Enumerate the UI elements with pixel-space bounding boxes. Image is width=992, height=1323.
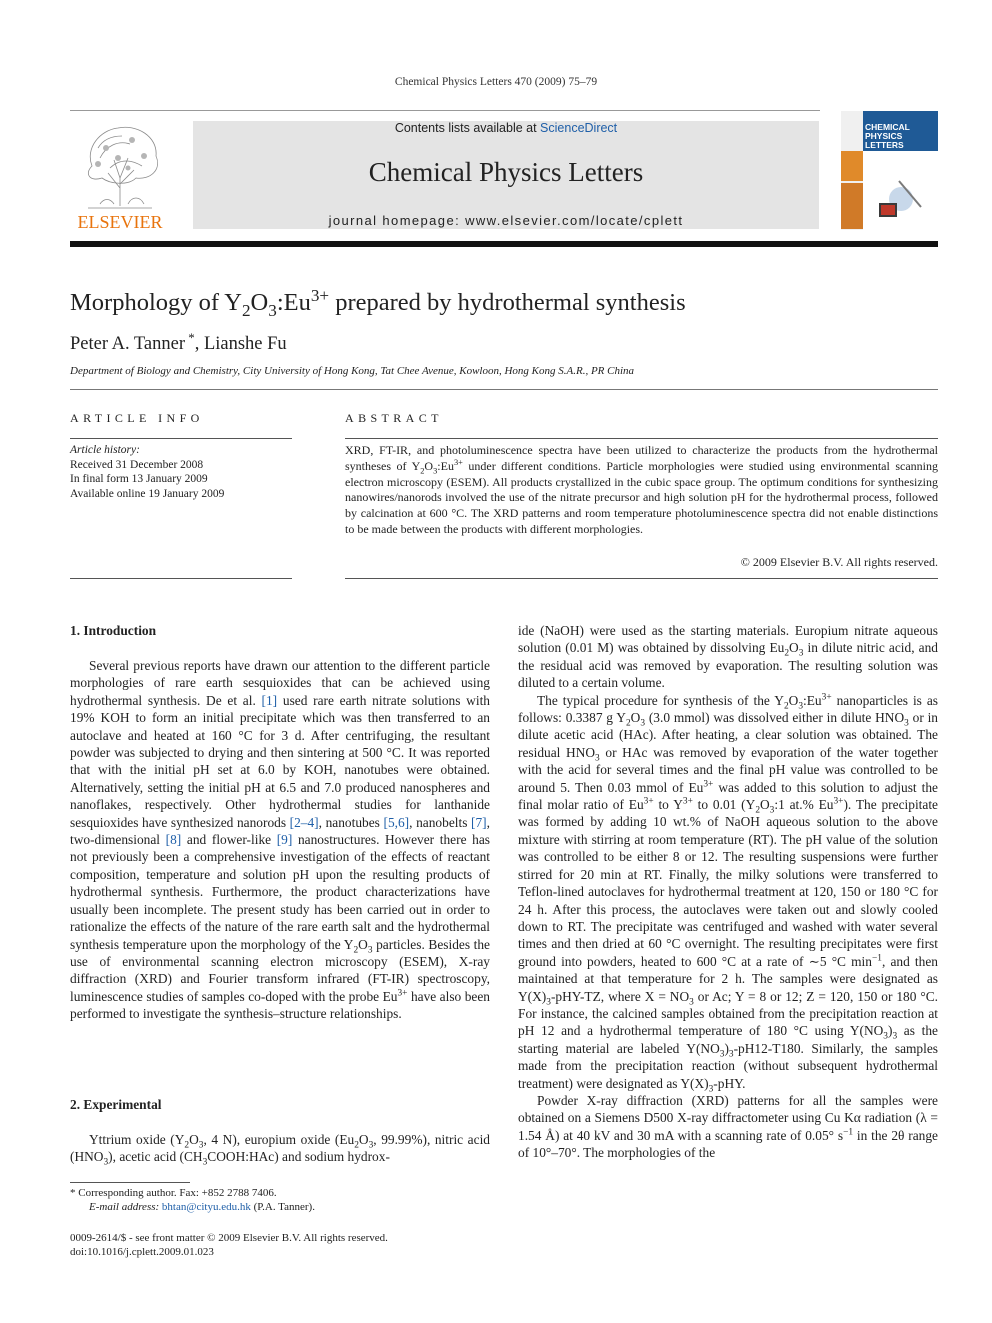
footnote-rule	[70, 1182, 190, 1183]
article-info-heading: ARTICLE INFO	[70, 411, 204, 425]
journal-cover	[841, 111, 938, 230]
issn-line: 0009-2614/$ - see front matter © 2009 Elsevier B.V. All rights reserved.	[70, 1232, 388, 1244]
divider	[70, 389, 938, 390]
divider	[70, 438, 292, 439]
journal-title: Chemical Physics Letters	[368, 157, 644, 187]
experimental-text-continued: ide (NaOH) were used as the starting materials. Europium nitrate aqueous solution (0.01 M) was obtained by dissolving $Eu_2O_3$ in dilute nitric acid, and the residual acid was removed by evaporation. The resulting solution was diluted to a certain volume. The typical procedure for synthesis of the $Y_2O_3:Eu^{3+}$ nanoparticles is as follows: 0.3387 g $Y_2O_3$ (3.0 mmol) was dissolved either in dilute $HNO_3$ or in dilute acetic acid (HAc). After heating, a clear solution was obtained. The residual $HNO_3$ or HAc was removed by evaporation of the water together with the acid for several times and the final pH value was controlled to be around 5. Then 0.03 mmol of $Eu^{3+}$ was added to this solution to adjust the final molar ratio of $Eu^{3+}$ to $Y^{3+}$ to 0.01 ($Y_2O_3:1$ at.% $Eu^{3+}$). The precipitate was formed by adding 10 wt.% of NaOH aqueous solution to the above mixture with stirring at room temperature (RT). The pH value of the solution was controlled to be either 8 or 12. The resulting suspensions were further stirred for 20 min at RT. Finally, the milky solutions were transferred to Teflon-lined autoclaves for hydrothermal treatment at 120, 150 or 180 °C for 24 h. After this process, the autoclaves were taken out and slowly cooled down to RT. The precipitate was centrifuged and washed with water several times and then dried at 60 °C overnight. The resulting precipitates were first ground into powders, heated to 600 °C at a rate of ∼5 °C $\min^{-1}$, and then maintained at that temperature for 2 h. The samples were designated as $Y(X)_3-pHY-TZ$, where $X = NO_3$ or Ac; Y = 8 or 12; Z = 120, 150 or 180 °C. For instance, the calcined samples obtained from the precipitation reaction at pH 12 and a hydrothermal temperature of 180 °C using $Y(NO_3)_3$ as the starting material are labeled $Y(NO_3)_3-pH12-T180$. Similarly, the samples made from the precipitation reaction (without subsequent hydrothermal treatment) were designated as $Y(X)_3$-pHY. Powder X-ray diffraction (XRD) patterns for all the samples were obtained on a Siemens D500 X-ray diffractometer using Cu Kα radiation (λ = 1.54 Å) at 40 kV and 30 mA with a scanning rate of 0.05° $s^{-1}$ in the 2θ range of 10°–70°. The morphologies of the	[518, 623, 939, 1161]
author-list: Peter A. Tanner *, Lianshe Fu	[70, 329, 287, 354]
header-rule	[70, 110, 820, 111]
elsevier-tree-icon	[70, 118, 170, 230]
copyright: © 2009 Elsevier B.V. All rights reserved.	[740, 555, 938, 569]
section-heading-experimental: 2. Experimental	[70, 1097, 162, 1112]
divider	[345, 578, 938, 579]
doi-line[interactable]: doi:10.1016/j.cplett.2009.01.023	[70, 1246, 214, 1258]
article-history	[70, 443, 292, 501]
contents-prefix: Contents lists available at	[394, 121, 541, 135]
author-name[interactable]: Peter A. Tanner	[70, 334, 185, 354]
email-label: E-mail address:	[89, 1201, 162, 1213]
cover-title-line: CHEMICAL	[865, 122, 910, 132]
citation-link[interactable]: [7]	[471, 814, 487, 830]
author-name[interactable]: Lianshe Fu	[203, 334, 287, 354]
cover-title	[865, 123, 935, 150]
journal-homepage[interactable]: journal homepage: www.elsevier.com/locate/cplett	[328, 213, 684, 228]
received-date: Received 31 December 2008	[70, 458, 204, 471]
citation-link[interactable]: [8]	[165, 832, 182, 848]
online-date: Available online 19 January 2009	[70, 487, 225, 500]
abstract-text: XRD, FT-IR, and photoluminescence spectra have been utilized to characterize the products from the hydrothermal syntheses of $Y_2O_3:Eu^{3+}$ under different conditions. Particle morphologies were studied using environmental scanning electron microscopy (ESEM). All products crystallized in the cubic space group. The optimum conditions for synthesizing nanowires/nanorods involved the use of the nitrate precursor and high solution pH for the hydrothermal process, followed by calcination at 600 °C. The XRD patterns and room temperature photoluminescence spectra did not enable distinctions to be made between the products with different morphologies.	[345, 443, 938, 536]
elsevier-logo	[70, 118, 170, 230]
citation-link[interactable]: [9]	[276, 832, 293, 848]
corresponding-mark[interactable]: *	[184, 329, 195, 345]
cover-title-line: PHYSICS	[865, 131, 903, 141]
cover-title-line: LETTERS	[865, 140, 904, 150]
citation-link[interactable]: [1]	[261, 692, 278, 708]
citation-link[interactable]: [5,6]	[383, 814, 410, 830]
history-label: Article history:	[70, 444, 140, 456]
article-title: Morphology of $Y_2O_3:Eu^{3+}$ prepared by hydrothermal synthesis	[70, 285, 686, 320]
email-link[interactable]: bhtan@cityu.edu.hk	[161, 1201, 251, 1213]
sciencedirect-link[interactable]: ScienceDirect	[540, 121, 618, 135]
abstract-heading: ABSTRACT	[345, 411, 443, 425]
section-heading-introduction: 1. Introduction	[70, 623, 157, 638]
divider	[345, 438, 938, 439]
divider	[70, 578, 292, 579]
footnote: * Corresponding author. Fax: +852 2788 7406. E-mail address: bhtan@cityu.edu.hk (P.A. Tanner).	[70, 1186, 490, 1214]
header-thick-rule	[70, 241, 938, 247]
citation-link[interactable]: [2–4]	[289, 814, 319, 830]
journal-citation: Chemical Physics Letters 470 (2009) 75–79	[394, 76, 598, 88]
final-form-date: In final form 13 January 2009	[70, 473, 208, 485]
introduction-text: Several previous reports have drawn our attention to the different particle morphologies of rare earth sesquioxides that can be achieved using hydrothermal synthesis. De et al. [1] used rare earth nitrate solutions with 19% KOH to form an initial precipitate which was then transferred to an autoclave and heated at 160 °C for 3 d. After centrifuging, the resultant powder was subjected to drying and then sintering at 500 °C. It was reported that with the initial pH set at 6.0 by KOH, nanotubes were obtained. Alternatively, setting the initial pH at 6.5 and 7.0 produced nanospheres and nanoflakes, respectively. Other hydrothermal studies for lanthanide sesquioxides have synthesized nanorods [2–4], nanotubes [5,6], nanobelts [7], two-dimensional [8] and flower-like [9] nanostructures. However there has not previously been a comprehensive investigation of the effects of reactant composition, temperature and solution pH upon the resulting products of hydrothermal synthesis. Furthermore, the product characterizations have usually been incomplete. The present study has been carried out in order to rationalize the effects of the nature of the rare earth salt and the hydrothermal synthesis temperature upon the morphology of the $Y_2O_3$ particles. Besides the use of environmental scanning electron microscopy (ESEM), X-ray diffraction (XRD) and Fourier transform infrared (FT-IR) spectroscopy, luminescence studies of samples co-doped with the probe $Eu^{3+}$ have also been performed to investigate the synthesis–structure relationships.	[70, 658, 491, 1022]
contents-line	[193, 121, 819, 135]
experimental-text: Yttrium oxide ($Y_2O_3$, 4 N), europium oxide ($Eu_2O_3$, 99.99%), nitric acid $(HNO_3)$, acetic acid $(CH_3COOH:HAc)$ and sodium hydrox-	[70, 1132, 490, 1169]
elsevier-wordmark: ELSEVIER	[77, 212, 163, 230]
issn-doi	[70, 1231, 490, 1259]
corresponding-author-note: * Corresponding author. Fax: +852 2788 7406.	[70, 1187, 277, 1199]
affiliation: Department of Biology and Chemistry, City University of Hong Kong, Tat Chee Avenue, Kowloon, Hong Kong S.A.R., PR China	[70, 365, 635, 377]
journal-banner	[193, 121, 819, 229]
